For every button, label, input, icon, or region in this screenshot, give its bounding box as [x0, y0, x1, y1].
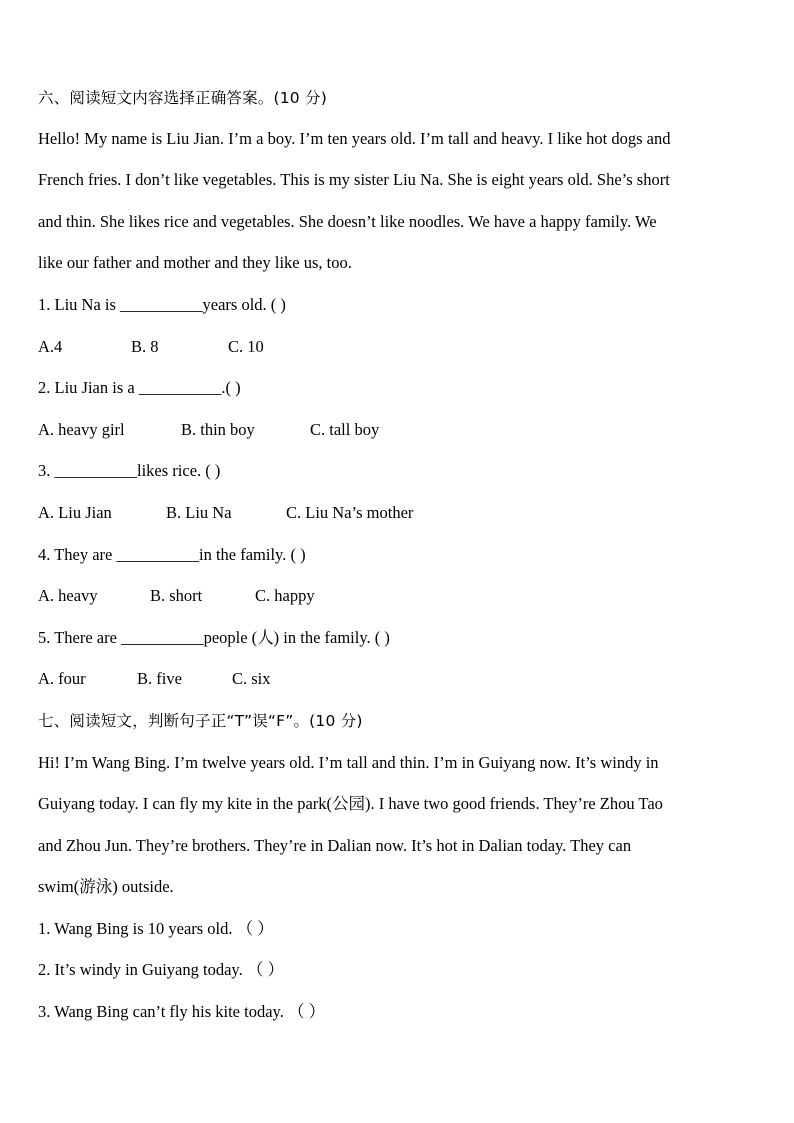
option-b: B. five — [137, 669, 182, 688]
section7-passage-line: swim(游泳) outside. — [38, 877, 174, 896]
option-c: C. six — [232, 669, 271, 688]
statement-2: 2. It’s windy in Guiyang today. （ ） — [38, 960, 284, 979]
option-c: C. tall boy — [310, 420, 380, 439]
section7-passage-line: and Zhou Jun. They’re brothers. They’re in Dalian now. It’s hot in Dalian today. They can — [38, 836, 632, 855]
option-a: A.4 — [38, 337, 63, 356]
section6-passage-line: and thin. She likes rice and vegetables. She doesn’t like noodles. We have a happy family. We — [38, 212, 657, 231]
question-2-stem: 2. Liu Jian is a __________.( ) — [38, 378, 241, 397]
question-1-stem: 1. Liu Na is __________years old. ( ) — [38, 295, 286, 314]
question-4-options — [38, 585, 768, 607]
section7-passage-line: Guiyang today. I can fly my kite in the park(公园). I have two good friends. They’re Zhou Tao — [38, 794, 663, 813]
option-b: B. 8 — [131, 337, 159, 356]
option-c: C. 10 — [228, 337, 264, 356]
option-c: C. happy — [255, 586, 315, 605]
option-a: A. four — [38, 669, 86, 688]
option-a: A. heavy girl — [38, 420, 125, 439]
section7-passage-line: Hi! I’m Wang Bing. I’m twelve years old. I’m tall and thin. I’m in Guiyang now. It’s windy in — [38, 753, 659, 772]
statement-1: 1. Wang Bing is 10 years old. （ ） — [38, 919, 274, 938]
section6-passage-line: French fries. I don’t like vegetables. This is my sister Liu Na. She is eight years old. She’s short — [38, 170, 670, 189]
section6-passage-line: like our father and mother and they like us, too. — [38, 253, 352, 272]
option-c: C. Liu Na’s mother — [286, 503, 414, 522]
section6-heading: 六、阅读短文内容选择正确答案。(10 分) — [38, 89, 327, 107]
section6-passage-line: Hello! My name is Liu Jian. I’m a boy. I’m ten years old. I’m tall and heavy. I like hot dogs and — [38, 129, 671, 148]
option-b: B. short — [150, 586, 203, 605]
option-a: A. Liu Jian — [38, 503, 112, 522]
question-5-options — [38, 668, 768, 690]
section7-heading: 七、阅读短文，判断句子正“T”误“F”。(10 分) — [38, 712, 363, 730]
question-3-stem: 3. __________likes rice. ( ) — [38, 461, 221, 480]
question-5-stem: 5. There are __________people (人) in the family. ( ) — [38, 628, 390, 647]
statement-3: 3. Wang Bing can’t fly his kite today. （ ） — [38, 1002, 326, 1021]
option-a: A. heavy — [38, 586, 98, 605]
question-2-options — [38, 419, 768, 441]
question-4-stem: 4. They are __________in the family. ( ) — [38, 545, 306, 564]
option-b: B. Liu Na — [166, 503, 232, 522]
question-1-options — [38, 336, 768, 358]
question-3-options — [38, 502, 768, 524]
option-b: B. thin boy — [181, 420, 255, 439]
